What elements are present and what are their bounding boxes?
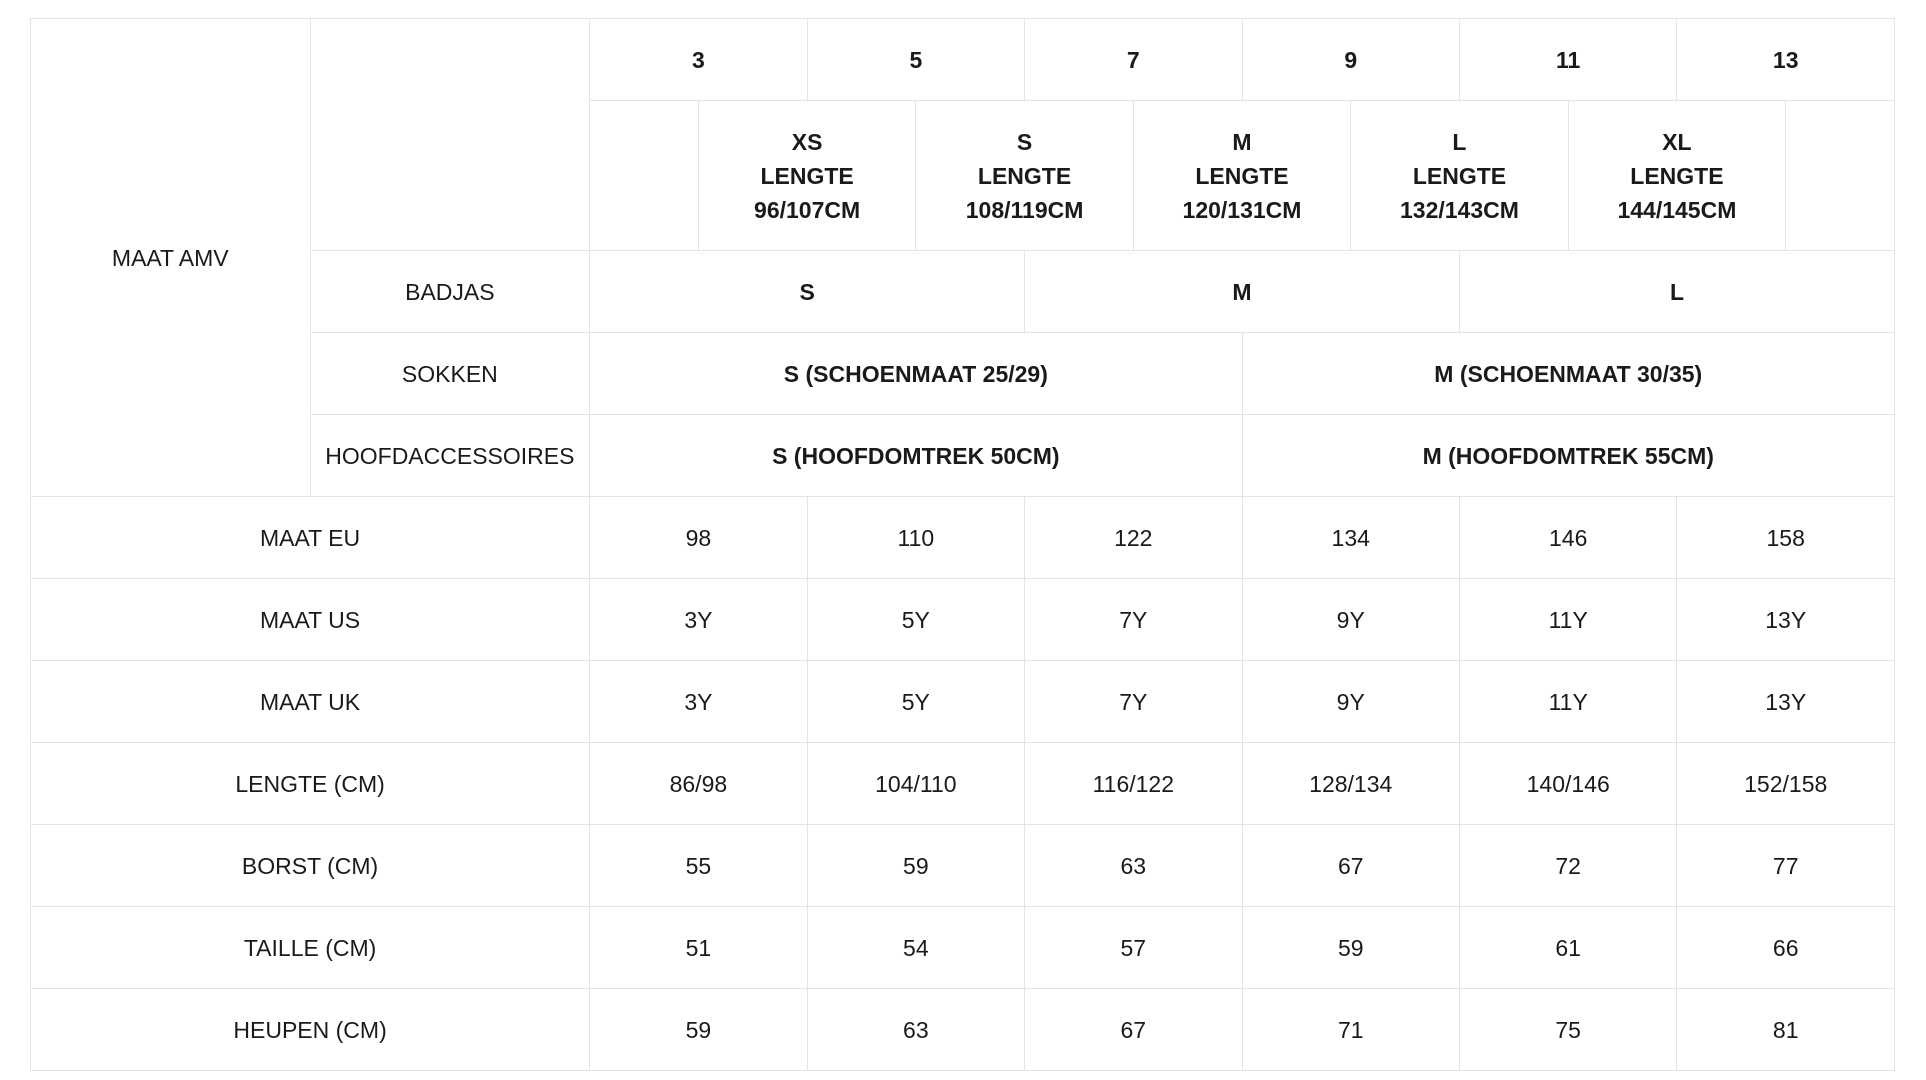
row-value: 63	[807, 989, 1024, 1071]
age-header: 13	[1677, 19, 1895, 101]
size-length-label: LENGTE	[760, 162, 854, 189]
lengte-row	[31, 743, 1895, 825]
size-length-range: 120/131CM	[1182, 196, 1302, 223]
row-value: 71	[1242, 989, 1459, 1071]
maat-uk-row	[31, 661, 1895, 743]
row-value: 104/110	[807, 743, 1024, 825]
row-value: 122	[1025, 497, 1242, 579]
row-value: 9Y	[1242, 579, 1459, 661]
hoofdaccessoires-label: HOOFDACCESSOIRES	[310, 415, 590, 497]
badjas-size: S	[590, 251, 1025, 333]
row-value: 9Y	[1242, 661, 1459, 743]
row-value: 59	[807, 825, 1024, 907]
borst-row	[31, 825, 1895, 907]
row-label: BORST (CM)	[31, 825, 590, 907]
row-label: MAAT UK	[31, 661, 590, 743]
age-header: 11	[1459, 19, 1676, 101]
badjas-size: L	[1459, 251, 1894, 333]
row-value: 3Y	[590, 579, 807, 661]
size-length-label: LENGTE	[1412, 162, 1507, 189]
length-size-cell	[1351, 101, 1568, 251]
row-label: MAAT EU	[31, 497, 590, 579]
maat-us-row	[31, 579, 1895, 661]
heupen-row	[31, 989, 1895, 1071]
row-value: 11Y	[1459, 661, 1676, 743]
size-code: L	[1452, 128, 1467, 155]
length-size-cell	[916, 101, 1133, 251]
length-size-cell	[1568, 101, 1785, 251]
age-header: 7	[1025, 19, 1242, 101]
row-label: MAAT US	[31, 579, 590, 661]
maat-eu-row	[31, 497, 1895, 579]
row-value: 54	[807, 907, 1024, 989]
badjas-label: BADJAS	[310, 251, 590, 333]
row-value: 7Y	[1025, 661, 1242, 743]
row-label: HEUPEN (CM)	[31, 989, 590, 1071]
empty-offset-cell	[1786, 101, 1895, 251]
size-length-label: LENGTE	[1630, 162, 1724, 189]
row-value: 81	[1677, 989, 1895, 1071]
row-value: 3Y	[590, 661, 807, 743]
sokken-size: M (SCHOENMAAT 30/35)	[1242, 333, 1894, 415]
row-value: 66	[1677, 907, 1895, 989]
row-value: 55	[590, 825, 807, 907]
size-chart-table	[30, 18, 1895, 1071]
row-value: 59	[590, 989, 807, 1071]
row-value: 128/134	[1242, 743, 1459, 825]
age-row	[31, 19, 1895, 101]
empty-header-cell	[310, 19, 590, 251]
row-value: 13Y	[1677, 579, 1895, 661]
badjas-size: M	[1025, 251, 1460, 333]
hoofdaccessoires-row	[31, 415, 1895, 497]
size-length-label: LENGTE	[977, 162, 1072, 189]
empty-offset-cell	[590, 101, 699, 251]
sokken-label: SOKKEN	[310, 333, 590, 415]
age-header: 3	[590, 19, 807, 101]
sokken-row	[31, 333, 1895, 415]
row-value: 116/122	[1025, 743, 1242, 825]
size-length-range: 108/119CM	[965, 196, 1084, 223]
row-value: 7Y	[1025, 579, 1242, 661]
row-value: 140/146	[1459, 743, 1676, 825]
size-length-label: LENGTE	[1195, 162, 1289, 189]
row-value: 67	[1025, 989, 1242, 1071]
row-value: 75	[1459, 989, 1676, 1071]
size-code: M	[1232, 128, 1252, 155]
row-value: 63	[1025, 825, 1242, 907]
row-value: 57	[1025, 907, 1242, 989]
row-label: TAILLE (CM)	[31, 907, 590, 989]
row-value: 98	[590, 497, 807, 579]
row-value: 158	[1677, 497, 1895, 579]
sokken-size: S (SCHOENMAAT 25/29)	[590, 333, 1242, 415]
size-code: XS	[791, 128, 823, 155]
size-length-range: 144/145CM	[1617, 196, 1737, 223]
length-size-cell	[698, 101, 915, 251]
row-value: 61	[1459, 907, 1676, 989]
row-value: 11Y	[1459, 579, 1676, 661]
row-value: 51	[590, 907, 807, 989]
age-header: 5	[807, 19, 1024, 101]
row-value: 77	[1677, 825, 1895, 907]
taille-row	[31, 907, 1895, 989]
size-code: XL	[1662, 128, 1692, 155]
row-value: 110	[807, 497, 1024, 579]
maat-amv-label: MAAT AMV	[31, 19, 311, 497]
row-value: 146	[1459, 497, 1676, 579]
hoofdaccessoires-size: M (HOOFDOMTREK 55CM)	[1242, 415, 1894, 497]
age-header: 9	[1242, 19, 1459, 101]
row-value: 67	[1242, 825, 1459, 907]
row-value: 59	[1242, 907, 1459, 989]
row-value: 72	[1459, 825, 1676, 907]
size-code: S	[1016, 128, 1033, 155]
row-value: 134	[1242, 497, 1459, 579]
row-value: 152/158	[1677, 743, 1895, 825]
row-value: 86/98	[590, 743, 807, 825]
row-value: 5Y	[807, 579, 1024, 661]
row-label: LENGTE (CM)	[31, 743, 590, 825]
badjas-row	[31, 251, 1895, 333]
length-size-cell	[1133, 101, 1350, 251]
size-length-range: 96/107CM	[754, 196, 861, 223]
row-value: 13Y	[1677, 661, 1895, 743]
size-length-range: 132/143CM	[1400, 196, 1519, 223]
row-value: 5Y	[807, 661, 1024, 743]
hoofdaccessoires-size: S (HOOFDOMTREK 50CM)	[590, 415, 1242, 497]
